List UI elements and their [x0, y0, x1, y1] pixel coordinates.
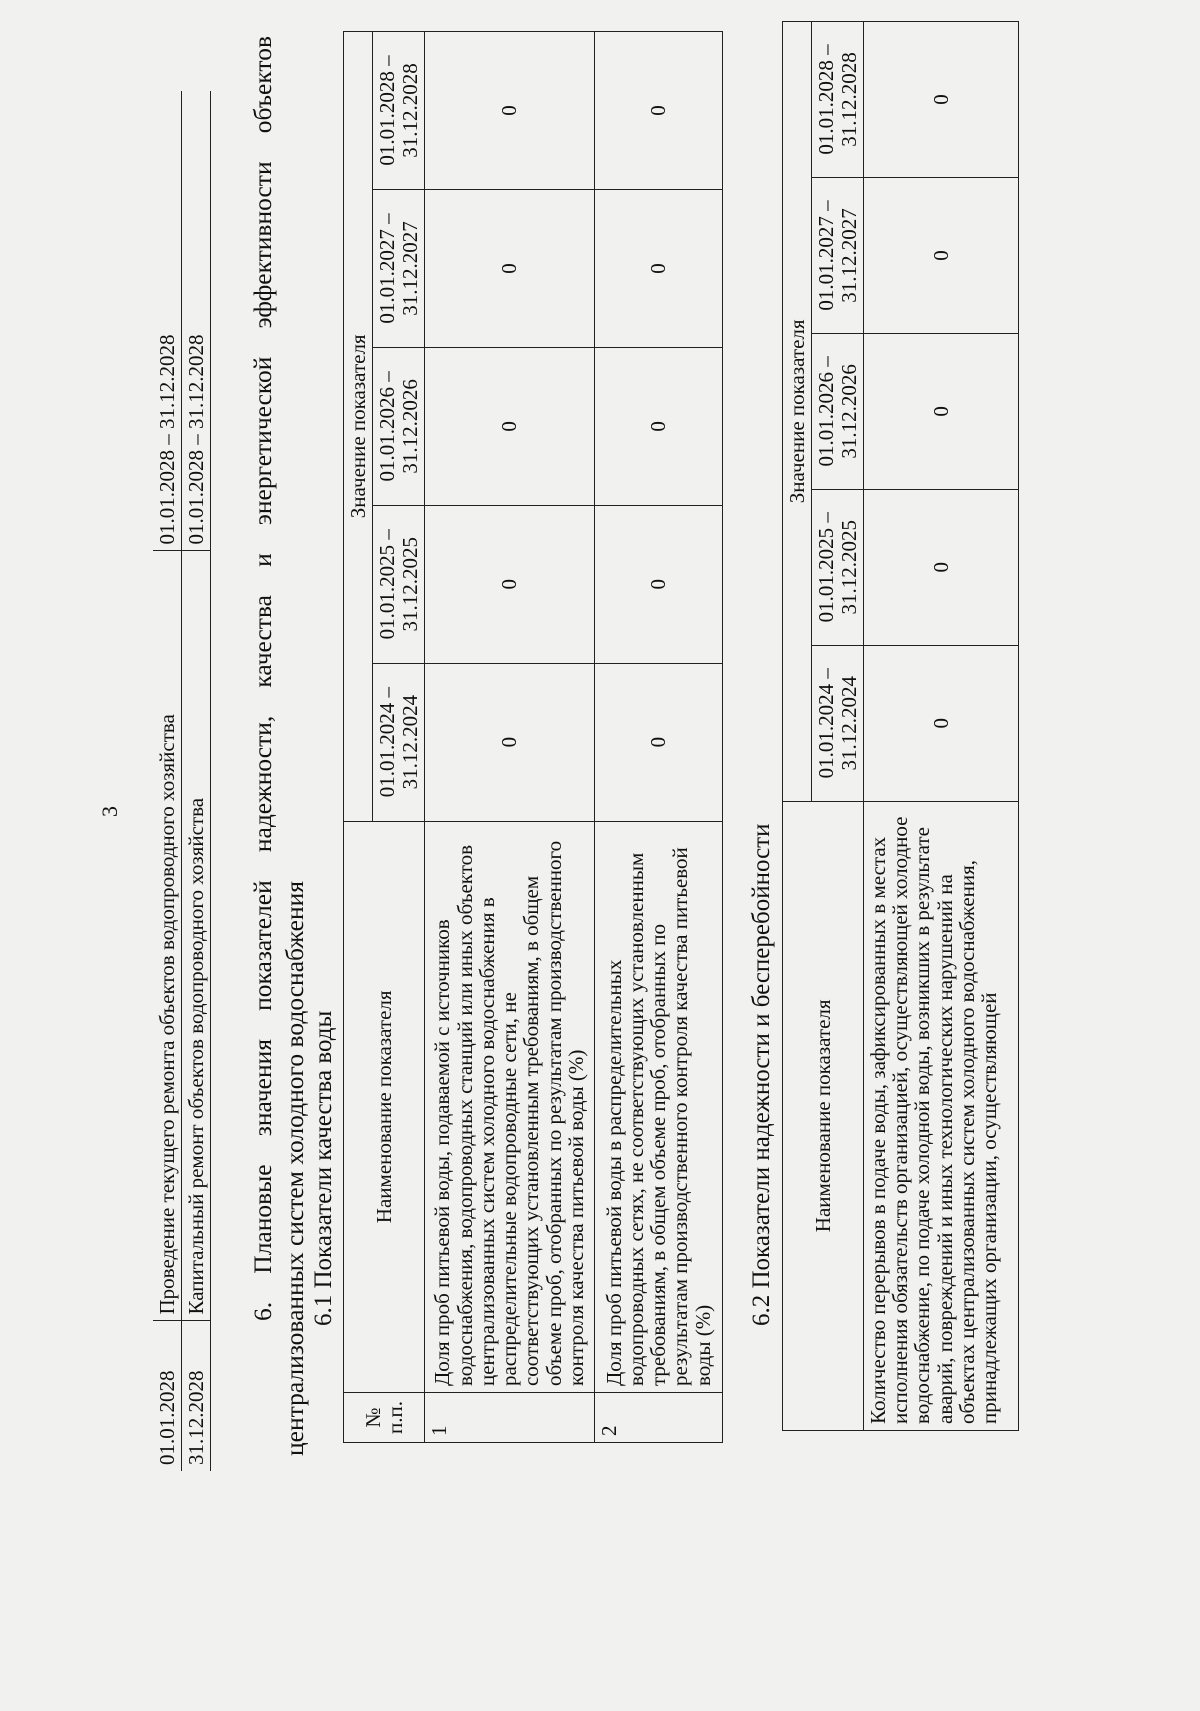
indicator-value: 0: [863, 22, 1018, 178]
water-quality-title: 6.1 Показатели качества воды: [310, 1010, 337, 1326]
period-header: 01.01.2028 – 31.12.2028: [812, 22, 864, 178]
table-row: [863, 22, 1018, 1431]
period-header: 01.01.2027 – 31.12.2027: [373, 190, 425, 348]
indicator-value: 0: [424, 190, 594, 348]
indicator-value: 0: [594, 505, 722, 663]
table-row: [153, 91, 182, 1471]
indicator-value: 0: [863, 645, 1018, 801]
section-heading: 6. Плановые значения показателей надежности, качества и энергетической эффективности объектов: [248, 36, 277, 1321]
row-number: 1: [424, 1393, 594, 1443]
period-header: 01.01.2027 – 31.12.2027: [812, 177, 864, 333]
indicator-value: 0: [594, 190, 722, 348]
water-quality-table: [343, 31, 723, 1443]
table-row: [594, 32, 722, 1443]
column-header-value: Значение показателя: [344, 32, 373, 822]
indicator-name: Количество перерывов в подаче воды, зафиксированных в местах исполнения обязательств организацией, осуществляющей холодное водоснабжение, по подаче холодной воды, возникших в результате аварий, повреждений и иных технологических нарушений на объектах централизованных систем холодного водоснабжения, принадлежащих организации, осуществляющей: [863, 801, 1018, 1430]
indicator-name: Доля проб питьевой воды, подаваемой с источников водоснабжения, водопроводных станций или иных объектов централизованных систем холодного водоснабжения в распределительные водопроводные сети, не соответствующих установленным требованиям, в общем объеме проб, отобранных по результатам производственного контроля качества питьевой воды (%): [424, 821, 594, 1392]
period-header: 01.01.2024 – 31.12.2024: [812, 645, 864, 801]
period-header: 01.01.2025 – 31.12.2025: [373, 505, 425, 663]
indicator-value: 0: [863, 177, 1018, 333]
period-header: 01.01.2025 – 31.12.2025: [812, 489, 864, 645]
period-header: 01.01.2028 – 31.12.2028: [373, 32, 425, 190]
indicator-value: 0: [863, 333, 1018, 489]
indicator-value: 0: [594, 663, 722, 821]
schedule-activity: Капитальный ремонт объектов водопроводного хозяйства: [182, 551, 211, 1321]
indicator-value: 0: [594, 32, 722, 190]
table-row: [424, 32, 594, 1443]
schedule-table: [153, 91, 211, 1471]
period-header: 01.01.2024 – 31.12.2024: [373, 663, 425, 821]
indicator-value: 0: [424, 505, 594, 663]
column-header-name: Наименование показателя: [783, 801, 864, 1430]
indicator-value: 0: [424, 32, 594, 190]
indicator-value: 0: [424, 347, 594, 505]
row-number: 2: [594, 1393, 722, 1443]
schedule-period: 01.01.2028 – 31.12.2028: [153, 91, 182, 551]
column-header-number: № п.п.: [344, 1393, 425, 1443]
schedule-period: 01.01.2028 – 31.12.2028: [182, 91, 211, 551]
indicator-value: 0: [863, 489, 1018, 645]
schedule-end-date: 31.12.2028: [182, 1321, 211, 1471]
section-heading-continued: централизованных систем холодного водоснабжения: [280, 881, 309, 1456]
indicator-value: 0: [424, 663, 594, 821]
page-number: 3: [97, 806, 122, 817]
indicator-value: 0: [594, 347, 722, 505]
period-header: 01.01.2026 – 31.12.2026: [812, 333, 864, 489]
table-header-row: [344, 32, 373, 1443]
schedule-start-date: 01.01.2028: [153, 1321, 182, 1471]
column-header-name: Наименование показателя: [344, 821, 425, 1392]
reliability-table: [782, 21, 1019, 1431]
table-row: [182, 91, 211, 1471]
indicator-name: Доля проб питьевой воды в распределительных водопроводных сетях, не соответствующих установленным требованиям, в общем объеме проб, отобранных по результатам производственного контроля качества питьевой воды (%): [594, 821, 722, 1392]
column-header-value: Значение показателя: [783, 22, 812, 802]
reliability-title: 6.2 Показатели надежности и бесперебойности: [748, 823, 775, 1326]
period-header: 01.01.2026 – 31.12.2026: [373, 347, 425, 505]
table-header-row: [783, 22, 812, 1431]
schedule-activity: Проведение текущего ремонта объектов водопроводного хозяйства: [153, 551, 182, 1321]
